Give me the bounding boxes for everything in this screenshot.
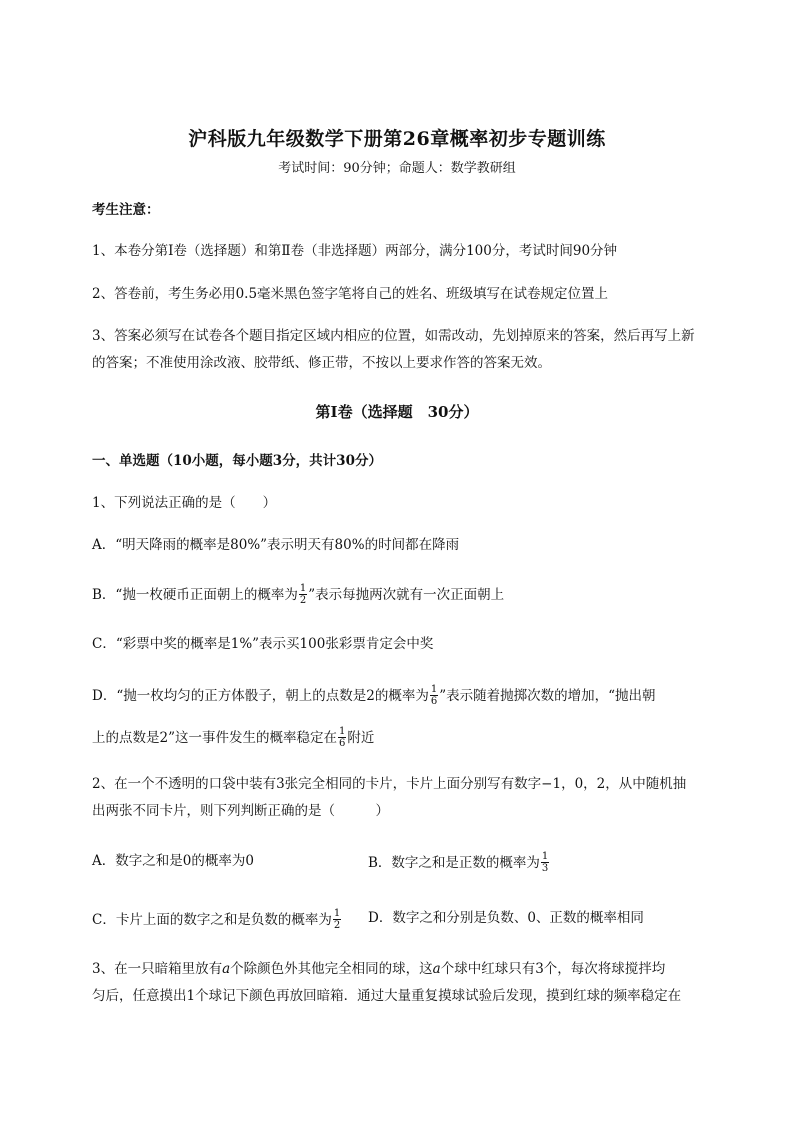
q3-stem-line1 — [92, 960, 665, 978]
q1-option-d-text: D．“抛一枚均匀的正方体骰子，朝上的点数是2的概率为 — [92, 688, 429, 704]
fraction-one-third: $\frac{1}{3}$ — [541, 851, 549, 874]
q3-stem-line2: 匀后，任意摸出1个球记下颜色再放回暗箱．通过大量重复摸球试验后发现，摸到红球的频率稳定在 — [92, 988, 682, 1004]
page-title: 沪科版九年级数学下册第26章概率初步专题训练 — [188, 128, 606, 150]
q1-option-a: A．“明天降雨的概率是80%”表示明天有80%的时间都在降雨 — [92, 537, 460, 553]
notice-item-1: 1、本卷分第I卷（选择题）和第Ⅱ卷（非选择题）两部分，满分100分，考试时间90分钟 — [92, 243, 618, 259]
q3-text-2: 个除颜色外其他完全相同的球，这 — [230, 961, 433, 977]
exam-info: 考试时间：90分钟；命题人：数学教研组 — [278, 161, 516, 176]
fraction-one-sixth: $\frac{1}{6}$ — [430, 684, 438, 707]
q2-stem-line2: 出两张不同卡片，则下列判断正确的是（ ） — [92, 803, 389, 819]
notice-item-2: 2、答卷前，考生务必用0.5毫米黑色签字笔将自己的姓名、班级填写在试卷规定位置上 — [92, 286, 609, 302]
q1-option-d — [92, 685, 656, 708]
q3-text-1: 3、在一只暗箱里放有 — [92, 961, 223, 977]
notice-item-3: 3、答案必须写在试卷各个题目指定区域内相应的位置，如需改动，先划掉原来的答案，然后再写上新 — [92, 328, 695, 344]
q1-option-b-text-end: ”表示每抛两次就有一次正面朝上 — [308, 587, 505, 603]
q3-text-3: 个球中红球只有3个，每次将球搅拌均 — [440, 961, 666, 977]
q1-option-d-cont — [92, 727, 374, 750]
fraction-one-half: $\frac{1}{2}$ — [333, 908, 341, 931]
section-title: 第I卷（选择题 30分） — [315, 403, 479, 421]
q2-option-a: A．数字之和是0的概率为0 — [92, 853, 254, 869]
q1-option-b — [92, 584, 504, 607]
notice-item-3-cont: 的答案；不准使用涂改液、胶带纸、修正带，不按以上要求作答的答案无效。 — [92, 355, 551, 371]
q1-option-c: C．“彩票中奖的概率是1%”表示买100张彩票肯定会中奖 — [92, 636, 434, 652]
notice-heading: 考生注意： — [92, 202, 160, 218]
q1-option-d-text-end: ”表示随着抛掷次数的增加，“抛出朝 — [439, 688, 656, 704]
q1-option-d-cont-text: 上的点数是2”这一事件发生的概率稳定在 — [92, 730, 337, 746]
q3-variable-a: a — [222, 961, 231, 977]
part-heading: 一、单选题（10小题，每小题3分，共计30分） — [92, 453, 382, 469]
q2-option-b-text: B．数字之和是正数的概率为 — [368, 855, 540, 871]
fraction-one-half: $\frac{1}{2}$ — [299, 583, 307, 606]
q1-option-d-cont-end: 附近 — [347, 730, 375, 746]
q2-option-c — [92, 909, 342, 932]
q1-stem: 1、下列说法正确的是（ ） — [92, 495, 277, 511]
fraction-one-sixth: $\frac{1}{6}$ — [339, 726, 346, 749]
q2-option-b — [368, 852, 550, 875]
q2-stem-line1: 2、在一个不透明的口袋中装有3张完全相同的卡片，卡片上面分别写有数字−1，0，2，从中随机抽 — [92, 776, 687, 792]
q2-option-c-text: C．卡片上面的数字之和是负数的概率为 — [92, 912, 332, 928]
q2-option-d: D．数字之和分别是负数、0、正数的概率相同 — [368, 910, 644, 926]
q3-variable-a: a — [432, 961, 441, 977]
q1-option-b-text: B．“抛一枚硬币正面朝上的概率为 — [92, 587, 298, 603]
